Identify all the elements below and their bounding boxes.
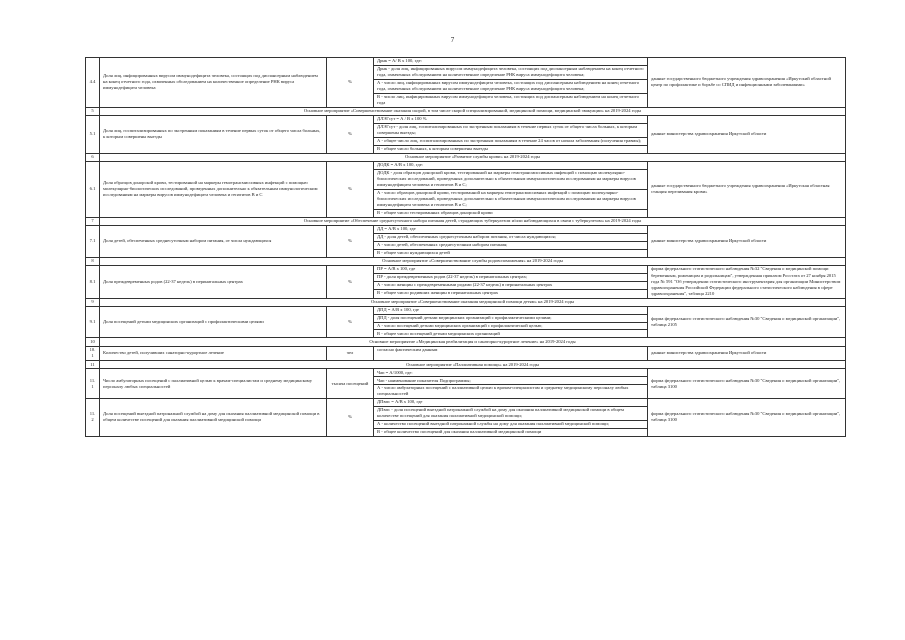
formula-line: ПР = А/В х 100, где bbox=[374, 266, 647, 274]
section-row bbox=[86, 338, 846, 346]
data-source: форма федерального статистического наблюдения №30 "Сведения о медицинской организации", таблица 3100 bbox=[648, 398, 846, 436]
row-number: 9 bbox=[86, 298, 100, 306]
indicator-row bbox=[86, 58, 846, 108]
section-title: Основное мероприятие «Медицинская реабилитация и санаторно-курортное лечение» на 2019-2024 годы bbox=[100, 338, 846, 346]
indicator-name: Доля образцов донорской крови, тестированной на маркеры гемотрансмиссивных инфекций с помощью молекулярно-биологических исследований, проведенных дополнительно к обязательным иммунологическим исследованиям на маркеры вирусов иммунодефицита человека и гепатитов В и С bbox=[100, 161, 327, 217]
formula-cell bbox=[374, 398, 648, 436]
indicator-unit: % bbox=[327, 306, 374, 338]
formula-line: ДПвпс - доля посещений выездной патронажной службой на дому для оказания паллиативной медицинской помощи в общем количестве посещений для оказания паллиативной медицинской помощи; bbox=[374, 407, 647, 421]
row-number: 11 bbox=[86, 360, 100, 368]
indicator-name: Доля посещений выездной патронажной службой на дому для оказания паллиативной медицинской помощи в общем количестве посещений для оказания паллиативной медицинской помощи bbox=[100, 398, 327, 436]
formula-line: А - число посещений детьми медицинских организаций с профилактической целью; bbox=[374, 323, 647, 331]
indicator-name: Доля посещений детьми медицинских организаций с профилактическими целями bbox=[100, 306, 327, 338]
indicator-name: Доля детей, обеспеченных среднесуточным набором питания, от числа нуждающихся bbox=[100, 226, 327, 258]
section-row bbox=[86, 107, 846, 115]
formula-line: В - общее число больных, к которым совершены выезды bbox=[377, 146, 488, 152]
section-title: Основное мероприятие «Совершенствование службы родовспоможения» на 2019-2024 годы bbox=[100, 257, 846, 265]
formula-line: ПР - доля преждевременных родов (22-37 недель) в перинатальных центрах; bbox=[374, 274, 647, 282]
indicator-name: Доля лиц, госпитализированных по экстренным показаниям в течение первых суток от общего числа больных, к которым совершены выезды bbox=[100, 116, 327, 154]
data-source: форма федерального статистического наблюдения №30 "Сведения о медицинской организации", таблица 3100 bbox=[648, 369, 846, 399]
formula-line: ДД = А/В х 100, где bbox=[374, 226, 647, 234]
formula-line: согласно фактическим данным bbox=[377, 346, 438, 352]
formula-line: ДПД - доля посещений детьми медицинских организаций с профилактическими целями; bbox=[374, 315, 647, 323]
row-number: 8 bbox=[86, 257, 100, 265]
indicator-row bbox=[86, 346, 846, 360]
row-number: 5 bbox=[86, 107, 100, 115]
formula-line: А - число женщин с преждевременными родами (22-37 недель) в перинатальных центрах bbox=[374, 282, 647, 290]
indicator-row bbox=[86, 369, 846, 399]
formula-cell bbox=[374, 265, 648, 298]
formula-line: ДЛЭГсут - доля лиц, госпитализированных по экстренным показаниям в течение первых суток от общего числа больных, к которым совершены выезды; bbox=[374, 124, 647, 138]
formula-line: В - общее количество посещений для оказания паллиативной медицинской помощи bbox=[377, 429, 542, 435]
row-number: 6 bbox=[86, 153, 100, 161]
section-title: Основное мероприятие «Обеспечение среднесуточного набора питания детей, страдающих туберкулезом и/или наблюдающихся в связи с туберкулезом» на 2019-2024 годы bbox=[100, 217, 846, 225]
data-source: данные министерства здравоохранения Иркутской области bbox=[648, 226, 846, 258]
formula-line: ДОДК - доля образцов донорской крови, тестированной на маркеры гемотрансмиссивных инфекций с помощью молекулярно-биологических исследований, проведенных дополнительно к обязательным иммунологическим исследованиям на маркеры вирусов иммунодефицита человека и гепатитов В и С; bbox=[374, 170, 647, 190]
indicator-unit: % bbox=[327, 58, 374, 108]
indicators-table bbox=[85, 57, 846, 437]
data-source: данные государственного бюджетного учреждения здравоохранения «Иркутский областной центр по профилактике и борьбе со СПИД и инфекционными заболеваниями» bbox=[648, 58, 846, 108]
section-title: Основное мероприятие «Совершенствование оказания скорой, в том числе скорой специализированной, медицинской помощи, медицинской эвакуации» на 2019-2024 годы bbox=[100, 107, 846, 115]
formula-line: А - общее число лиц, госпитализированных по экстренным показаниям в течение 24 часов от начала заболевания (получения травмы); bbox=[374, 138, 647, 146]
formula-line: А - число амбулаторных посещений с паллиативной целью к врачам-специалистам и среднему медицинскому персоналу любых специальностей bbox=[377, 385, 629, 397]
row-number: 8.1 bbox=[86, 265, 100, 298]
formula-cell bbox=[374, 226, 648, 258]
formula-line: ДПвпс = А/В х 100, где bbox=[374, 399, 647, 407]
indicator-name: Доля лиц, инфицированных вирусом иммунодефицита человека, состоящих под диспансерным наблюдением на конец отчетного года, охваченных обследованием на количественное определение РНК вируса иммунодефицита человека bbox=[100, 58, 327, 108]
indicator-row bbox=[86, 306, 846, 338]
data-source: данные государственного бюджетного учреждения здравоохранения «Иркутская областная станция переливания крови» bbox=[648, 161, 846, 217]
section-row bbox=[86, 360, 846, 368]
row-number: 4.4 bbox=[86, 58, 100, 108]
formula-line: В - общее число нуждающихся детей bbox=[377, 250, 450, 256]
indicator-unit: % bbox=[327, 116, 374, 154]
formula-line: Чап - наименование показателя Подпрограммы; bbox=[374, 377, 647, 385]
indicator-row bbox=[86, 226, 846, 258]
row-number: 6.1 bbox=[86, 161, 100, 217]
indicator-unit: % bbox=[327, 398, 374, 436]
formula-cell bbox=[374, 161, 648, 217]
indicator-row bbox=[86, 398, 846, 436]
section-title: Основное мероприятие «Паллиативная помощь» на 2019-2024 годы bbox=[100, 360, 846, 368]
row-number: 7 bbox=[86, 217, 100, 225]
section-title: Основное мероприятие «Развитие службы крови» на 2019-2024 годы bbox=[100, 153, 846, 161]
indicator-unit: % bbox=[327, 226, 374, 258]
data-source: форма федерального статистического наблюдения №32 "Сведения о медицинской помощи беременным, роженицам и родильницам", утвержденная приказом Росстата от 27 ноября 2015 года № 591 "Об утверждении статистического инструментария для организации Министерством здравоохранения Российской Федерации федерального статистического наблюдения в сфере здравоохранения", таблица 2210 bbox=[648, 265, 846, 298]
data-source: форма федерального статистического наблюдения №30 "Сведения о медицинской организации", таблица 2105 bbox=[648, 306, 846, 338]
section-title: Основное мероприятие «Совершенствование оказания медицинской помощи детям» на 2019-2024 годы bbox=[100, 298, 846, 306]
formula-line: Дрнк - доля лиц, инфицированных вирусом иммунодефицита человека, состоящих под диспансерным наблюдением на конец отчетного года, охваченных обследованием на количественное определение РНК вируса иммунодефицита человека; bbox=[374, 66, 647, 80]
formula-line: ДОДК = А/В х 100, где: bbox=[374, 162, 647, 170]
formula-line: В - число лиц, инфицированных вирусом иммунодефицита человека, состоящих под диспансерным наблюдением на конец отчетного года bbox=[377, 94, 639, 106]
indicator-row bbox=[86, 265, 846, 298]
row-number: 9.1 bbox=[86, 306, 100, 338]
formula-line: А - количество посещений выездной патронажной службы на дому для оказания паллиативной медицинской помощи; bbox=[374, 421, 647, 429]
formula-line: А - число образцов донорской крови, тестированной на маркеры гемотрансмиссивных инфекций с помощью молекулярно-биологических исследований, проведенных дополнительно к обязательным иммунологическим исследованиям на маркеры вирусов иммунодефицита человека и гепатитов В и С; bbox=[374, 190, 647, 210]
section-row bbox=[86, 217, 846, 225]
row-number: 10 bbox=[86, 338, 100, 346]
indicator-unit: тысяча посещений bbox=[327, 369, 374, 399]
formula-line: В - общее число родивших женщин в перинатальных центрах bbox=[377, 289, 499, 295]
indicator-row bbox=[86, 116, 846, 154]
formula-cell bbox=[374, 58, 648, 108]
indicator-name: Число амбулаторных посещений с паллиативной целью к врачам-специалистам и среднему медицинскому персоналу любых специальностей bbox=[100, 369, 327, 399]
formula-line: ДД - доля детей, обеспеченных среднесуточным набором питания, от числа нуждающихся; bbox=[374, 234, 647, 242]
formula-line: В - общее число посещений детьми медицинских организаций bbox=[377, 330, 500, 336]
formula-cell bbox=[374, 369, 648, 399]
indicator-unit: % bbox=[327, 265, 374, 298]
indicator-unit: % bbox=[327, 161, 374, 217]
data-source: данные министерства здравоохранения Иркутской области bbox=[648, 116, 846, 154]
formula-line: ДПД = А/В х 100, где bbox=[374, 307, 647, 315]
row-number: 10.1 bbox=[86, 346, 100, 360]
row-number: 11.1 bbox=[86, 369, 100, 399]
indicator-name: Доля преждевременных родов (22-37 недель) в перинатальных центрах bbox=[100, 265, 327, 298]
formula-cell bbox=[374, 116, 648, 154]
row-number: 7.1 bbox=[86, 226, 100, 258]
section-row bbox=[86, 153, 846, 161]
formula-line: В - общее число тестированных образцов донорской крови bbox=[377, 210, 493, 216]
formula-line: ДЛЭГсут = А / В х 100 % bbox=[374, 116, 647, 124]
indicator-unit: чел bbox=[327, 346, 374, 360]
data-source: данные министерства здравоохранения Иркутской области bbox=[648, 346, 846, 360]
formula-line: А - число детей, обеспеченных среднесуточным набором питания; bbox=[374, 242, 647, 250]
formula-cell bbox=[374, 346, 648, 360]
formula-line: Чап = А/1000, где: bbox=[374, 369, 647, 377]
page-number: 7 bbox=[450, 36, 455, 44]
indicator-row bbox=[86, 161, 846, 217]
indicator-name: Количество детей, получивших санаторно-курортное лечение bbox=[100, 346, 327, 360]
formula-line: Дрнк = А/ В х 100, где: bbox=[374, 58, 647, 66]
row-number: 11.2 bbox=[86, 398, 100, 436]
section-row bbox=[86, 257, 846, 265]
formula-cell bbox=[374, 306, 648, 338]
formula-line: А - число лиц, инфицированных вирусом иммунодефицита человека, состоящих под диспансерным наблюдением на конец отчетного года, охваченных обследованием на количественное определение РНК вируса иммунодефицита человека; bbox=[374, 80, 647, 94]
row-number: 5.1 bbox=[86, 116, 100, 154]
section-row bbox=[86, 298, 846, 306]
